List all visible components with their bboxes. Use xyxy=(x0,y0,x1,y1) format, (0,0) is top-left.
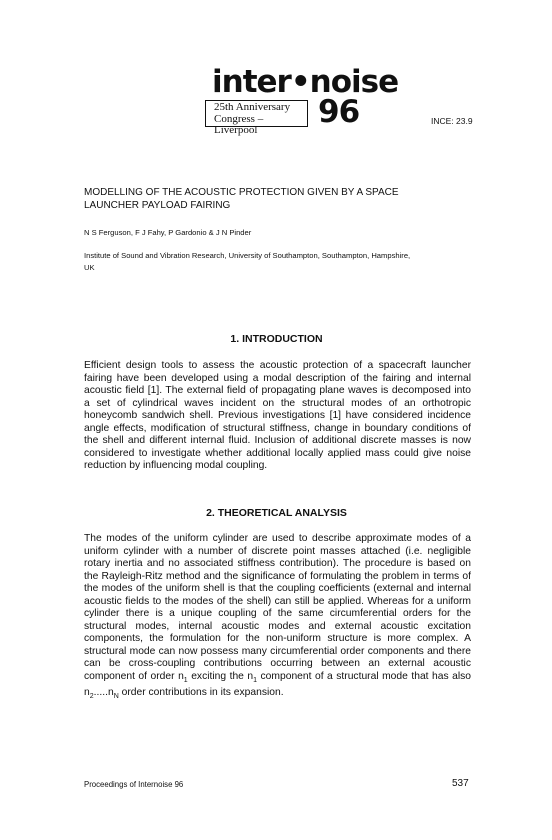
theory-text-main: The modes of the uniform cylinder are used to describe approximate modes of a uniform cylinder with a number of discrete point masses attached (i.e. negligible rotary inertia and no associated stiffness contribution). The procedure is based on the Rayleigh-Ritz method and the significance of formulating the problem in terms of the modes of the uniform shell is that the coupling coefficients (external and internal acoustic fields to the modes of the shell) can still be applied. Whereas for a uniform cylinder there is a unique coupling of the same circumferential orders for the structural modes, internal acoustic modes and external acoustic excitation components, the formulation for the non-uniform structure is more complex. A structural mode can now possess many circumferential order components and there can be cross-coupling contributions occurring between an external acoustic component of order xyxy=(84,533,471,682)
introduction-paragraph: Efficient design tools to assess the acoustic protection of a spacecraft launcher fairing have been developed using a modal description of the fairing and internal acoustic field [1]. The external field of propagating plane waves is decomposed into a set of cylindrical waves incident on the structural modes of an orthotropic honeycomb sandwich shell. Previous investigations [1] have considered incidence angle effects, modification of structural stiffness, change in boundary conditions of the shell and different internal fluid. Inclusion of additional discrete masses is now considered to investigate whether additional locally applied mass could give noise reduction by influencing modal coupling. xyxy=(84,360,471,471)
affiliation-line1: Institute of Sound and Vibration Research, University of Southampton, Southampton, Hampshire, xyxy=(84,251,411,260)
theory-text-a: exciting the xyxy=(187,670,248,682)
theory-text-c: order contributions in its expansion. xyxy=(121,687,284,699)
affiliation-line2: UK xyxy=(84,263,95,272)
theory-text-b: component of a structural mode that has also xyxy=(257,670,471,682)
paper-reference-code: INCE: 23.9 xyxy=(431,116,473,126)
symbol-n: n xyxy=(84,687,90,699)
paper-title-line1: MODELLING OF THE ACOUSTIC PROTECTION GIVEN BY A SPACE xyxy=(84,187,399,198)
footer-proceedings: Proceedings of Internoise 96 xyxy=(84,780,184,789)
theoretical-analysis-paragraph xyxy=(84,533,471,704)
paper-affiliation xyxy=(84,250,464,274)
subscript-N: N xyxy=(113,693,119,701)
paper-authors: N S Ferguson, F J Fahy, P Gardonio & J N Pinder xyxy=(84,228,252,237)
logo-box-line2: Congress – Liverpool xyxy=(214,112,264,136)
paper-title-line2: LAUNCHER PAYLOAD FAIRING xyxy=(84,200,231,211)
subscript-dots: ..... xyxy=(93,687,108,699)
conference-logo-year: 96 xyxy=(318,94,360,130)
conference-logo-title: inter•noise xyxy=(212,64,399,100)
symbol-n: n xyxy=(107,687,114,699)
page-number: 537 xyxy=(452,778,469,789)
conference-logo-box xyxy=(205,100,308,136)
subscript-1: 1 xyxy=(253,676,258,684)
logo-box-line1: 25th Anniversary xyxy=(214,101,291,113)
subscript-1: 1 xyxy=(183,676,188,684)
symbol-n: n xyxy=(247,670,254,682)
subscript-2: 2 xyxy=(89,693,94,701)
paper-title xyxy=(84,186,484,212)
symbol-n: n xyxy=(178,670,184,682)
section-heading-theoretical-analysis: 2. THEORETICAL ANALYSIS xyxy=(206,507,347,519)
section-heading-introduction: 1. INTRODUCTION xyxy=(230,333,323,345)
